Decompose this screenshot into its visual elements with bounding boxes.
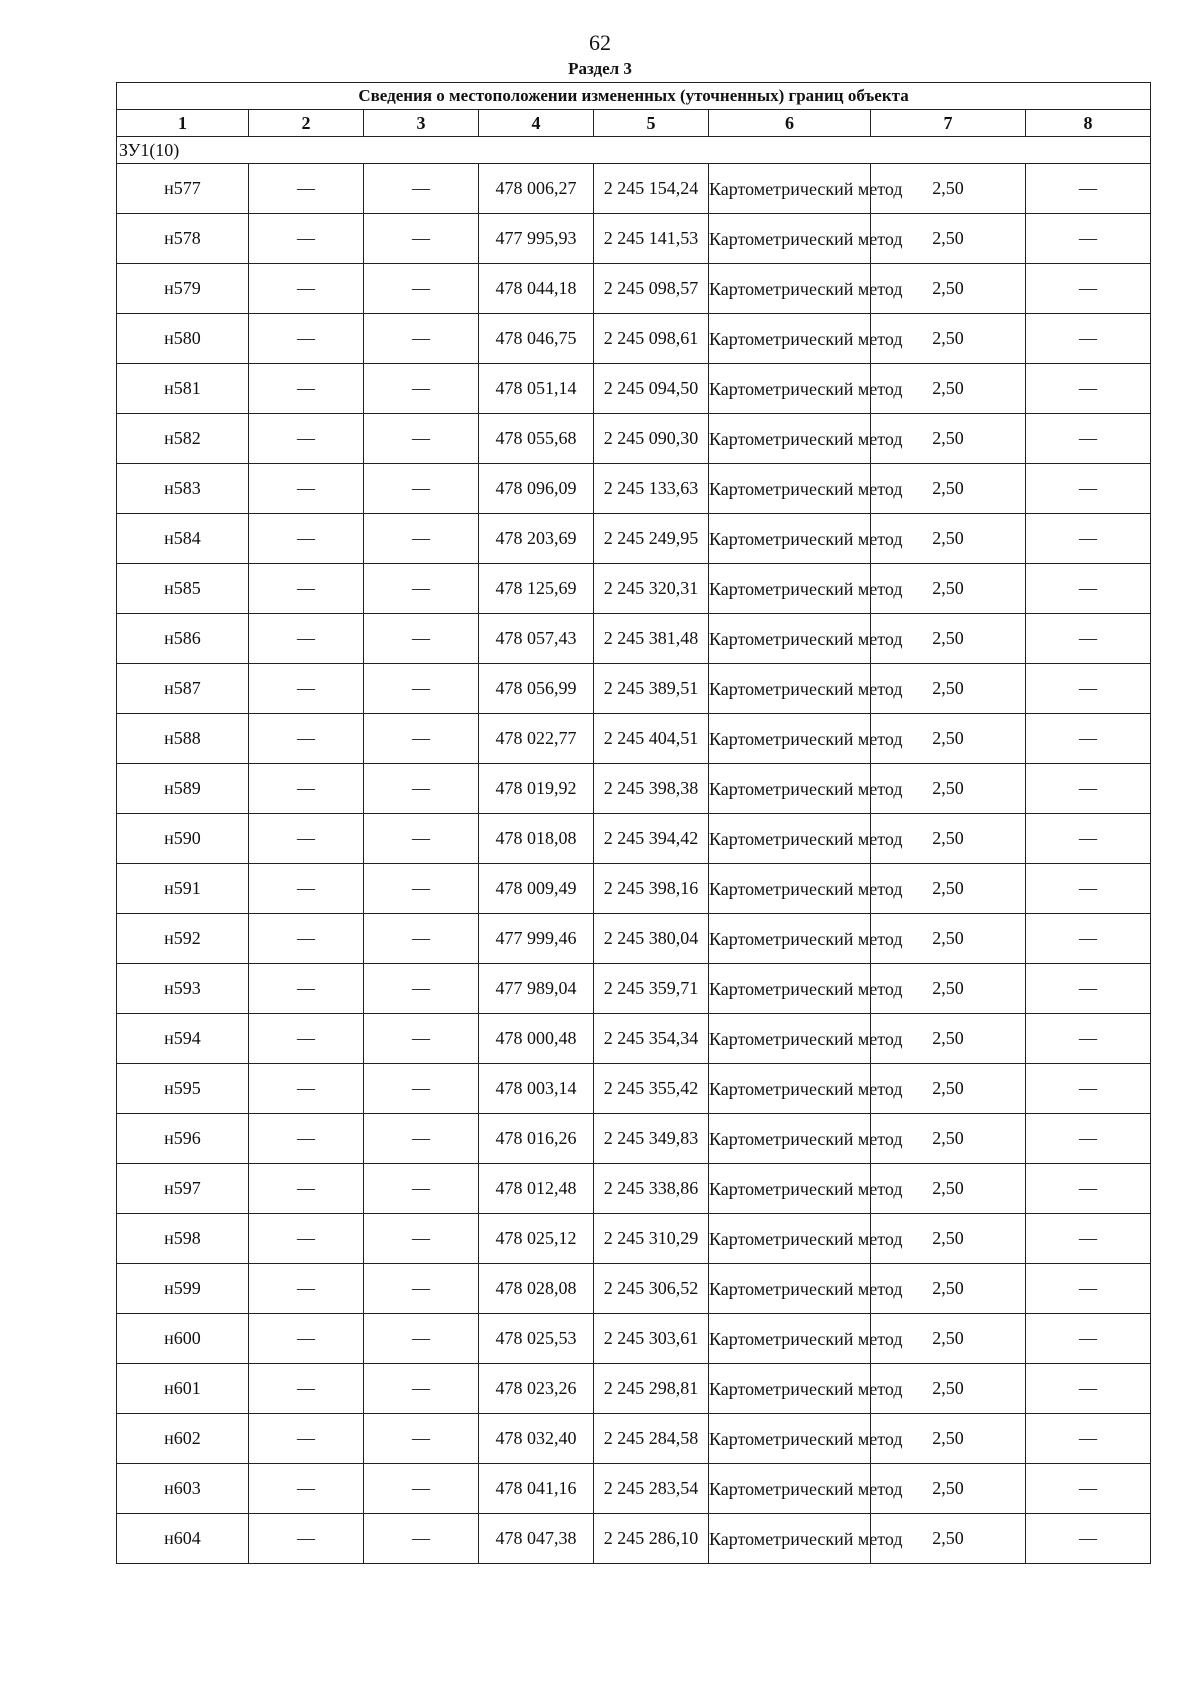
table-row (117, 1114, 1151, 1164)
empty-value-cell: — (364, 1264, 479, 1314)
point-number-cell: н578 (117, 214, 249, 264)
empty-value-cell: — (364, 164, 479, 214)
empty-value-cell: — (364, 1364, 479, 1414)
empty-value-cell: — (1026, 264, 1151, 314)
empty-value-cell: — (364, 1464, 479, 1514)
empty-value-cell: — (1026, 414, 1151, 464)
column-number: 7 (871, 110, 1026, 137)
x-coordinate-cell: 478 003,14 (479, 1064, 594, 1114)
method-cell: Картометрический метод (709, 664, 871, 714)
empty-value-cell: — (364, 1014, 479, 1064)
x-coordinate-cell: 478 019,92 (479, 764, 594, 814)
empty-value-cell: — (1026, 564, 1151, 614)
table-row (117, 1064, 1151, 1114)
table-row (117, 764, 1151, 814)
y-coordinate-cell: 2 245 298,81 (594, 1364, 709, 1414)
accuracy-cell: 2,50 (871, 464, 1026, 514)
x-coordinate-cell: 478 028,08 (479, 1264, 594, 1314)
x-coordinate-cell: 478 096,09 (479, 464, 594, 514)
empty-value-cell: — (364, 664, 479, 714)
method-cell: Картометрический метод (709, 314, 871, 364)
page-number: 62 (589, 30, 611, 55)
point-number-cell: н579 (117, 264, 249, 314)
empty-value-cell: — (249, 1064, 364, 1114)
empty-value-cell: — (249, 864, 364, 914)
point-number-cell: н585 (117, 564, 249, 614)
method-cell: Картометрический метод (709, 714, 871, 764)
x-coordinate-cell: 478 046,75 (479, 314, 594, 364)
empty-value-cell: — (364, 614, 479, 664)
y-coordinate-cell: 2 245 094,50 (594, 364, 709, 414)
accuracy-cell: 2,50 (871, 1114, 1026, 1164)
accuracy-cell: 2,50 (871, 364, 1026, 414)
method-cell: Картометрический метод (709, 1314, 871, 1364)
table-row (117, 514, 1151, 564)
empty-value-cell: — (364, 264, 479, 314)
x-coordinate-cell: 478 006,27 (479, 164, 594, 214)
column-number-row (117, 110, 1151, 137)
point-number-cell: н590 (117, 814, 249, 864)
accuracy-cell: 2,50 (871, 314, 1026, 364)
method-cell: Картометрический метод (709, 364, 871, 414)
x-coordinate-cell: 478 000,48 (479, 1014, 594, 1064)
accuracy-cell: 2,50 (871, 664, 1026, 714)
empty-value-cell: — (1026, 1364, 1151, 1414)
accuracy-cell: 2,50 (871, 564, 1026, 614)
accuracy-cell: 2,50 (871, 614, 1026, 664)
table-row (117, 964, 1151, 1014)
empty-value-cell: — (249, 814, 364, 864)
y-coordinate-cell: 2 245 098,57 (594, 264, 709, 314)
empty-value-cell: — (364, 464, 479, 514)
empty-value-cell: — (1026, 1314, 1151, 1364)
method-cell: Картометрический метод (709, 564, 871, 614)
method-cell: Картометрический метод (709, 514, 871, 564)
table-row (117, 414, 1151, 464)
empty-value-cell: — (1026, 964, 1151, 1014)
method-cell: Картометрический метод (709, 214, 871, 264)
empty-value-cell: — (364, 214, 479, 264)
point-number-cell: н581 (117, 364, 249, 414)
method-cell: Картометрический метод (709, 414, 871, 464)
accuracy-cell: 2,50 (871, 1264, 1026, 1314)
table-row (117, 364, 1151, 414)
accuracy-cell: 2,50 (871, 1164, 1026, 1214)
table-row (117, 814, 1151, 864)
method-cell: Картометрический метод (709, 464, 871, 514)
accuracy-cell: 2,50 (871, 414, 1026, 464)
empty-value-cell: — (1026, 164, 1151, 214)
y-coordinate-cell: 2 245 398,16 (594, 864, 709, 914)
point-number-cell: н588 (117, 714, 249, 764)
table-row (117, 1264, 1151, 1314)
point-number-cell: н595 (117, 1064, 249, 1114)
table-row (117, 1014, 1151, 1064)
empty-value-cell: — (364, 1314, 479, 1364)
empty-value-cell: — (364, 1164, 479, 1214)
x-coordinate-cell: 478 041,16 (479, 1464, 594, 1514)
point-number-cell: н580 (117, 314, 249, 364)
method-cell: Картометрический метод (709, 1364, 871, 1414)
y-coordinate-cell: 2 245 284,58 (594, 1414, 709, 1464)
x-coordinate-cell: 478 016,26 (479, 1114, 594, 1164)
empty-value-cell: — (1026, 714, 1151, 764)
empty-value-cell: — (1026, 464, 1151, 514)
empty-value-cell: — (364, 814, 479, 864)
method-cell: Картометрический метод (709, 1164, 871, 1214)
empty-value-cell: — (1026, 1464, 1151, 1514)
y-coordinate-cell: 2 245 394,42 (594, 814, 709, 864)
y-coordinate-cell: 2 245 380,04 (594, 914, 709, 964)
x-coordinate-cell: 478 012,48 (479, 1164, 594, 1214)
empty-value-cell: — (364, 964, 479, 1014)
empty-value-cell: — (364, 564, 479, 614)
accuracy-cell: 2,50 (871, 514, 1026, 564)
group-label: ЗУ1(10) (117, 137, 1151, 164)
y-coordinate-cell: 2 245 310,29 (594, 1214, 709, 1264)
y-coordinate-cell: 2 245 320,31 (594, 564, 709, 614)
table-row (117, 1314, 1151, 1364)
method-cell: Картометрический метод (709, 1414, 871, 1464)
method-cell: Картометрический метод (709, 964, 871, 1014)
column-number: 5 (594, 110, 709, 137)
y-coordinate-cell: 2 245 359,71 (594, 964, 709, 1014)
column-number: 4 (479, 110, 594, 137)
empty-value-cell: — (249, 514, 364, 564)
x-coordinate-cell: 478 018,08 (479, 814, 594, 864)
empty-value-cell: — (249, 1364, 364, 1414)
point-number-cell: н600 (117, 1314, 249, 1364)
empty-value-cell: — (249, 1264, 364, 1314)
empty-value-cell: — (249, 564, 364, 614)
empty-value-cell: — (364, 1414, 479, 1464)
method-cell: Картометрический метод (709, 264, 871, 314)
y-coordinate-cell: 2 245 404,51 (594, 714, 709, 764)
y-coordinate-cell: 2 245 133,63 (594, 464, 709, 514)
accuracy-cell: 2,50 (871, 1364, 1026, 1414)
empty-value-cell: — (249, 964, 364, 1014)
accuracy-cell: 2,50 (871, 964, 1026, 1014)
method-cell: Картометрический метод (709, 614, 871, 664)
y-coordinate-cell: 2 245 286,10 (594, 1514, 709, 1564)
x-coordinate-cell: 478 055,68 (479, 414, 594, 464)
empty-value-cell: — (1026, 664, 1151, 714)
empty-value-cell: — (364, 1514, 479, 1564)
empty-value-cell: — (249, 214, 364, 264)
empty-value-cell: — (1026, 814, 1151, 864)
method-cell: Картометрический метод (709, 164, 871, 214)
point-number-cell: н604 (117, 1514, 249, 1564)
point-number-cell: н589 (117, 764, 249, 814)
x-coordinate-cell: 478 032,40 (479, 1414, 594, 1464)
method-cell: Картометрический метод (709, 864, 871, 914)
empty-value-cell: — (1026, 1214, 1151, 1264)
x-coordinate-cell: 478 009,49 (479, 864, 594, 914)
accuracy-cell: 2,50 (871, 814, 1026, 864)
empty-value-cell: — (1026, 314, 1151, 364)
empty-value-cell: — (1026, 514, 1151, 564)
table-row (117, 164, 1151, 214)
point-number-cell: н583 (117, 464, 249, 514)
empty-value-cell: — (249, 1314, 364, 1364)
y-coordinate-cell: 2 245 381,48 (594, 614, 709, 664)
method-cell: Картометрический метод (709, 764, 871, 814)
y-coordinate-cell: 2 245 349,83 (594, 1114, 709, 1164)
empty-value-cell: — (249, 614, 364, 664)
y-coordinate-cell: 2 245 283,54 (594, 1464, 709, 1514)
accuracy-cell: 2,50 (871, 1514, 1026, 1564)
table-row (117, 914, 1151, 964)
column-number: 2 (249, 110, 364, 137)
y-coordinate-cell: 2 245 306,52 (594, 1264, 709, 1314)
x-coordinate-cell: 477 999,46 (479, 914, 594, 964)
table-row (117, 1414, 1151, 1464)
empty-value-cell: — (249, 164, 364, 214)
empty-value-cell: — (364, 514, 479, 564)
table-body (117, 137, 1151, 1564)
point-number-cell: н603 (117, 1464, 249, 1514)
y-coordinate-cell: 2 245 249,95 (594, 514, 709, 564)
table-row (117, 1164, 1151, 1214)
table-row (117, 464, 1151, 514)
table-row (117, 1514, 1151, 1564)
accuracy-cell: 2,50 (871, 264, 1026, 314)
empty-value-cell: — (249, 664, 364, 714)
empty-value-cell: — (249, 1414, 364, 1464)
group-row (117, 137, 1151, 164)
empty-value-cell: — (249, 314, 364, 364)
x-coordinate-cell: 478 203,69 (479, 514, 594, 564)
accuracy-cell: 2,50 (871, 214, 1026, 264)
empty-value-cell: — (1026, 1064, 1151, 1114)
empty-value-cell: — (1026, 1164, 1151, 1214)
point-number-cell: н601 (117, 1364, 249, 1414)
empty-value-cell: — (249, 1114, 364, 1164)
x-coordinate-cell: 477 995,93 (479, 214, 594, 264)
column-number: 3 (364, 110, 479, 137)
table-row (117, 664, 1151, 714)
accuracy-cell: 2,50 (871, 1214, 1026, 1264)
x-coordinate-cell: 478 025,12 (479, 1214, 594, 1264)
column-number: 8 (1026, 110, 1151, 137)
y-coordinate-cell: 2 245 303,61 (594, 1314, 709, 1364)
empty-value-cell: — (249, 1514, 364, 1564)
table-title: Сведения о местоположении измененных (уточненных) границ объекта (117, 83, 1151, 110)
y-coordinate-cell: 2 245 398,38 (594, 764, 709, 814)
empty-value-cell: — (364, 864, 479, 914)
method-cell: Картометрический метод (709, 1214, 871, 1264)
empty-value-cell: — (249, 264, 364, 314)
x-coordinate-cell: 478 057,43 (479, 614, 594, 664)
empty-value-cell: — (364, 1064, 479, 1114)
y-coordinate-cell: 2 245 354,34 (594, 1014, 709, 1064)
method-cell: Картометрический метод (709, 1014, 871, 1064)
empty-value-cell: — (364, 714, 479, 764)
x-coordinate-cell: 478 125,69 (479, 564, 594, 614)
table-row (117, 264, 1151, 314)
table-row (117, 614, 1151, 664)
empty-value-cell: — (249, 1164, 364, 1214)
x-coordinate-cell: 478 025,53 (479, 1314, 594, 1364)
empty-value-cell: — (364, 414, 479, 464)
x-coordinate-cell: 478 056,99 (479, 664, 594, 714)
accuracy-cell: 2,50 (871, 1014, 1026, 1064)
column-number: 6 (709, 110, 871, 137)
point-number-cell: н587 (117, 664, 249, 714)
empty-value-cell: — (364, 764, 479, 814)
empty-value-cell: — (249, 414, 364, 464)
table-row (117, 564, 1151, 614)
empty-value-cell: — (364, 364, 479, 414)
method-cell: Картометрический метод (709, 1064, 871, 1114)
y-coordinate-cell: 2 245 389,51 (594, 664, 709, 714)
method-cell: Картометрический метод (709, 814, 871, 864)
point-number-cell: н586 (117, 614, 249, 664)
table-row (117, 1214, 1151, 1264)
empty-value-cell: — (364, 914, 479, 964)
empty-value-cell: — (249, 1464, 364, 1514)
point-number-cell: н592 (117, 914, 249, 964)
y-coordinate-cell: 2 245 098,61 (594, 314, 709, 364)
x-coordinate-cell: 478 023,26 (479, 1364, 594, 1414)
empty-value-cell: — (1026, 214, 1151, 264)
table-row (117, 314, 1151, 364)
empty-value-cell: — (1026, 614, 1151, 664)
table-title-row (117, 83, 1151, 110)
point-number-cell: н582 (117, 414, 249, 464)
section-title: Раздел 3 (568, 59, 632, 78)
y-coordinate-cell: 2 245 090,30 (594, 414, 709, 464)
accuracy-cell: 2,50 (871, 1314, 1026, 1364)
point-number-cell: н599 (117, 1264, 249, 1314)
accuracy-cell: 2,50 (871, 864, 1026, 914)
empty-value-cell: — (1026, 1014, 1151, 1064)
empty-value-cell: — (249, 1214, 364, 1264)
y-coordinate-cell: 2 245 338,86 (594, 1164, 709, 1214)
y-coordinate-cell: 2 245 141,53 (594, 214, 709, 264)
point-number-cell: н594 (117, 1014, 249, 1064)
empty-value-cell: — (1026, 764, 1151, 814)
empty-value-cell: — (1026, 1114, 1151, 1164)
accuracy-cell: 2,50 (871, 1464, 1026, 1514)
x-coordinate-cell: 477 989,04 (479, 964, 594, 1014)
method-cell: Картометрический метод (709, 914, 871, 964)
empty-value-cell: — (1026, 864, 1151, 914)
accuracy-cell: 2,50 (871, 1064, 1026, 1114)
method-cell: Картометрический метод (709, 1264, 871, 1314)
empty-value-cell: — (249, 364, 364, 414)
table-row (117, 1464, 1151, 1514)
table-row (117, 1364, 1151, 1414)
x-coordinate-cell: 478 051,14 (479, 364, 594, 414)
empty-value-cell: — (1026, 1264, 1151, 1314)
y-coordinate-cell: 2 245 355,42 (594, 1064, 709, 1114)
point-number-cell: н598 (117, 1214, 249, 1264)
table-row (117, 864, 1151, 914)
x-coordinate-cell: 478 022,77 (479, 714, 594, 764)
empty-value-cell: — (249, 914, 364, 964)
point-number-cell: н597 (117, 1164, 249, 1214)
empty-value-cell: — (1026, 914, 1151, 964)
column-number: 1 (117, 110, 249, 137)
empty-value-cell: — (249, 464, 364, 514)
empty-value-cell: — (249, 764, 364, 814)
accuracy-cell: 2,50 (871, 164, 1026, 214)
coordinates-table (116, 82, 1151, 1564)
empty-value-cell: — (1026, 1414, 1151, 1464)
empty-value-cell: — (364, 1214, 479, 1264)
empty-value-cell: — (364, 314, 479, 364)
point-number-cell: н593 (117, 964, 249, 1014)
method-cell: Картометрический метод (709, 1114, 871, 1164)
accuracy-cell: 2,50 (871, 714, 1026, 764)
point-number-cell: н602 (117, 1414, 249, 1464)
empty-value-cell: — (249, 1014, 364, 1064)
empty-value-cell: — (1026, 1514, 1151, 1564)
table-row (117, 214, 1151, 264)
empty-value-cell: — (249, 714, 364, 764)
table-row (117, 714, 1151, 764)
accuracy-cell: 2,50 (871, 764, 1026, 814)
point-number-cell: н577 (117, 164, 249, 214)
point-number-cell: н596 (117, 1114, 249, 1164)
x-coordinate-cell: 478 047,38 (479, 1514, 594, 1564)
method-cell: Картометрический метод (709, 1464, 871, 1514)
method-cell: Картометрический метод (709, 1514, 871, 1564)
accuracy-cell: 2,50 (871, 1414, 1026, 1464)
x-coordinate-cell: 478 044,18 (479, 264, 594, 314)
empty-value-cell: — (1026, 364, 1151, 414)
y-coordinate-cell: 2 245 154,24 (594, 164, 709, 214)
point-number-cell: н591 (117, 864, 249, 914)
accuracy-cell: 2,50 (871, 914, 1026, 964)
point-number-cell: н584 (117, 514, 249, 564)
empty-value-cell: — (364, 1114, 479, 1164)
